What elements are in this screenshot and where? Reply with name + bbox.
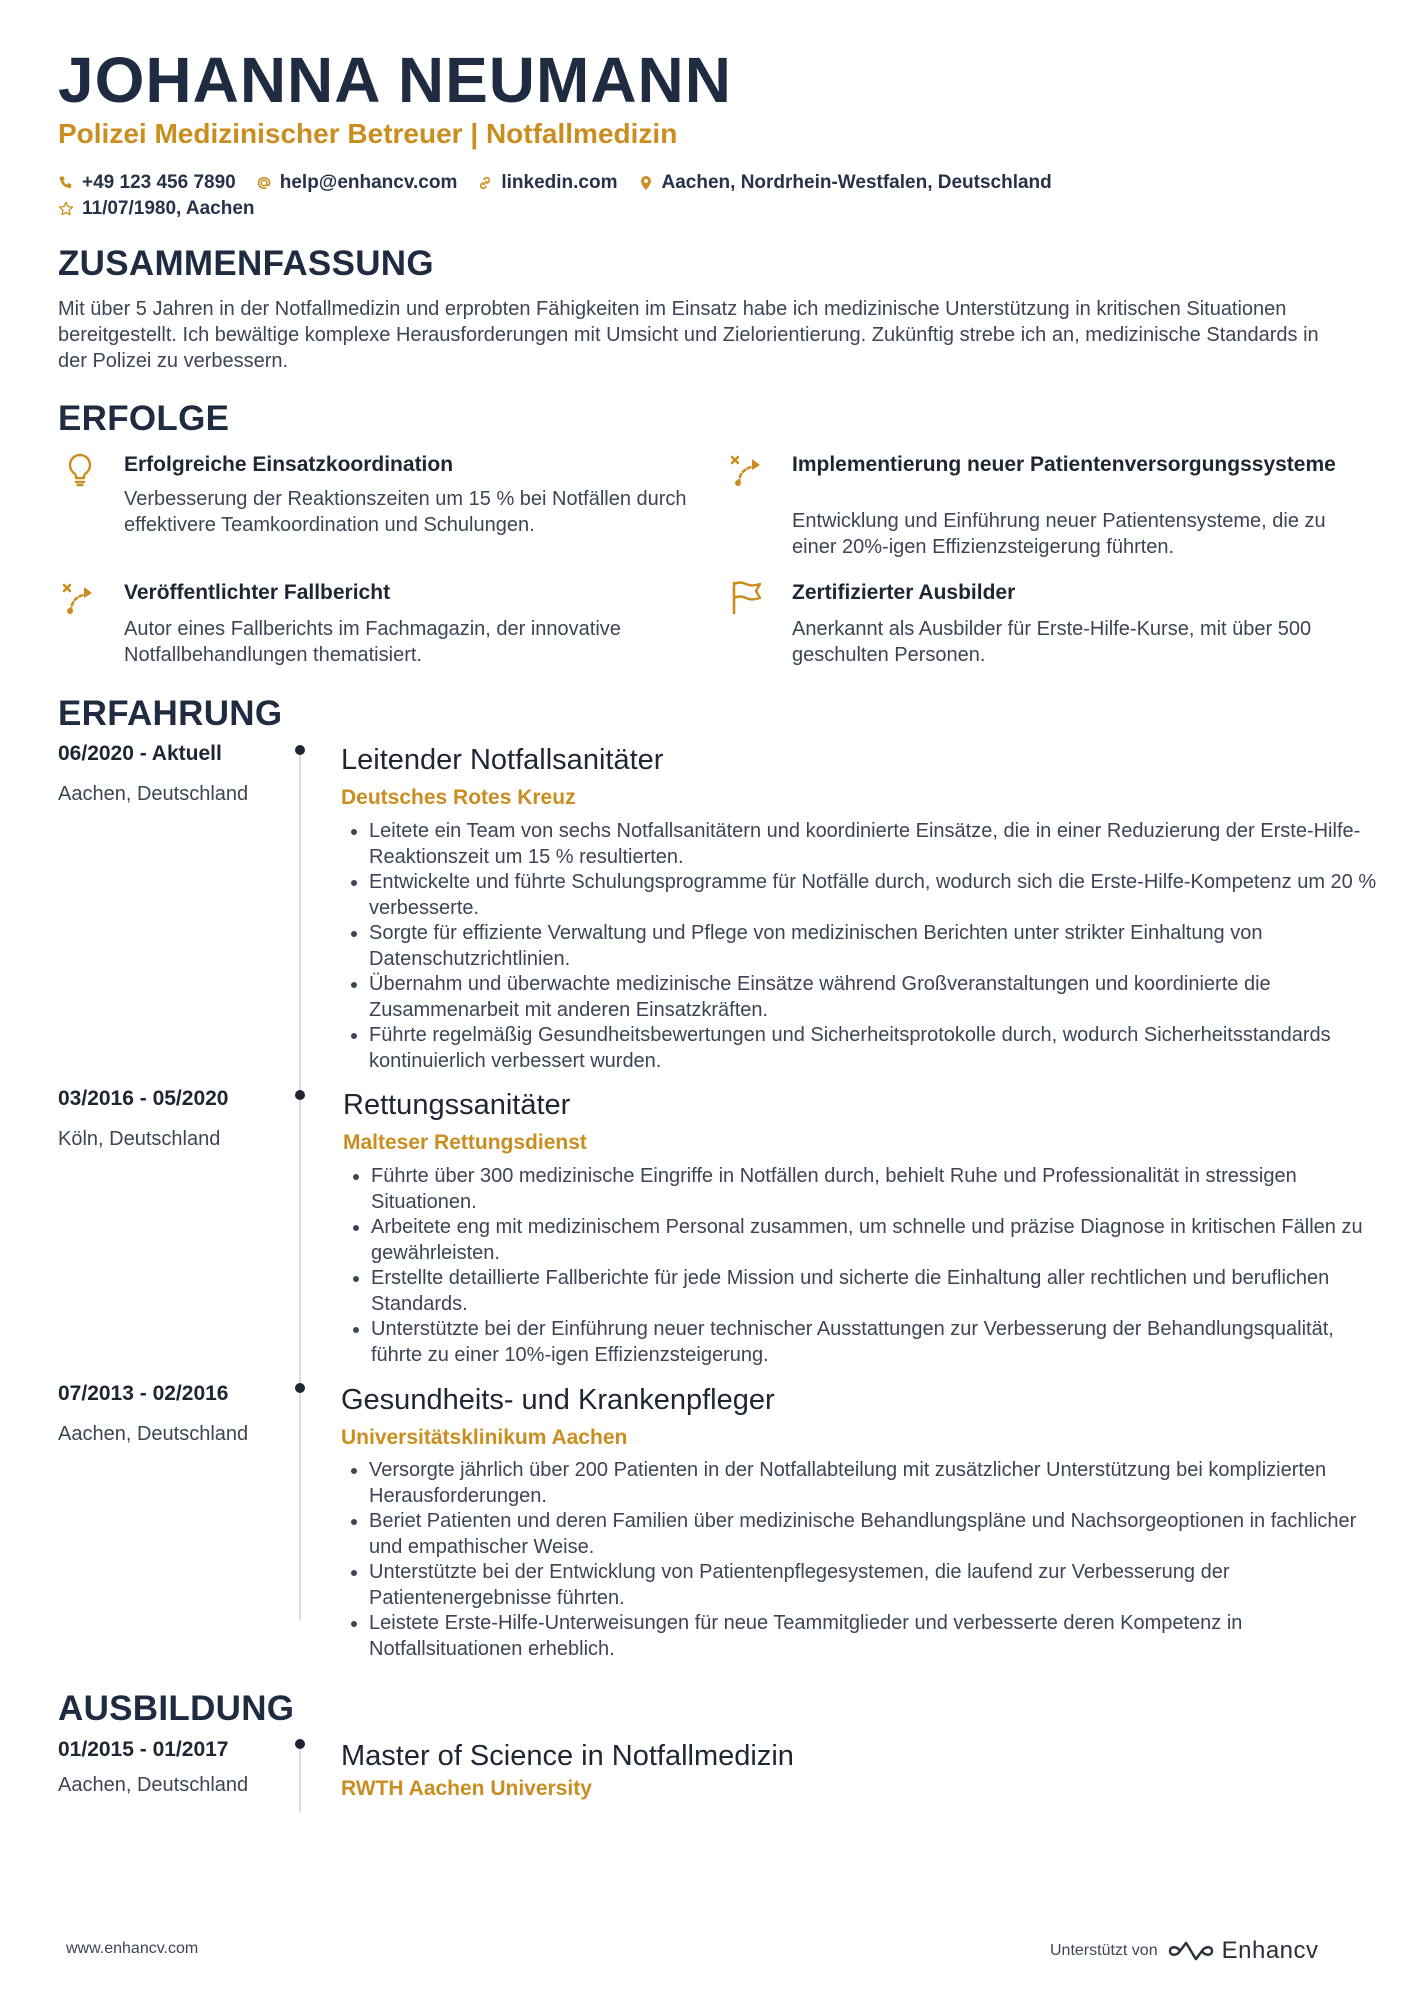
achievement-title: Implementierung neuer Patientenversorgungssysteme bbox=[792, 453, 1336, 476]
job-bullet: • Arbeitete eng mit medizinischem Personal zusammen, um schnelle und präzise Diagnose in kritischen Fällen zu gewährleisten. bbox=[371, 1215, 1379, 1266]
experience-title: ERFAHRUNG bbox=[58, 694, 283, 733]
education-title: AUSBILDUNG bbox=[58, 1689, 295, 1728]
job-company: Universitätsklinikum Aachen bbox=[341, 1426, 628, 1449]
phone-icon bbox=[58, 175, 74, 191]
timeline-dot bbox=[295, 1383, 305, 1393]
timeline-dot bbox=[295, 745, 305, 755]
job-role: Leitender Notfallsanitäter bbox=[341, 744, 664, 776]
email-text: help@enhancv.com bbox=[279, 172, 458, 193]
job-bullets bbox=[345, 1164, 1379, 1368]
job-bullet: • Übernahm und überwachte medizinische Einsätze während Großveranstaltungen und koordinierte die Zusammenarbeit mit anderen Einsatzkräften. bbox=[369, 972, 1379, 1023]
job-bullets bbox=[343, 1458, 1379, 1662]
achievement-desc: Anerkannt als Ausbilder für Erste-Hilfe-Kurse, mit über 500 geschulten Personen. bbox=[792, 618, 1312, 666]
timeline-dot bbox=[295, 1090, 305, 1100]
edu-location: Aachen, Deutschland bbox=[58, 1774, 249, 1796]
summary-text: Mit über 5 Jahren in der Notfallmedizin und erprobten Fähigkeiten im Einsatz habe ich medizinische Unterstützung in kritischen Situationen bereitgestellt. Ich bewältige komplexe Herausforderungen mit Umsicht und Zielorientierung. Zukünftig strebe ich an, medizinische Standards in der Polizei zu verbessern. bbox=[58, 298, 1319, 372]
job-date: 07/2013 - 02/2016 bbox=[58, 1382, 229, 1405]
job-bullet: • Versorgte jährlich über 200 Patienten in der Notfallabteilung mit zusätzlicher Unterstützung bei komplizierten Herausforderungen. bbox=[369, 1458, 1379, 1509]
job-bullet: • Leistete Erste-Hilfe-Unterweisungen für neue Teammitglieder und verbesserte deren Kompetenz in Notfallsituationen erheblich. bbox=[369, 1611, 1379, 1662]
strategy-arrow-icon bbox=[62, 579, 98, 615]
contact-email[interactable] bbox=[256, 170, 458, 196]
job-role: Gesundheits- und Krankenpfleger bbox=[341, 1384, 775, 1416]
edu-school: RWTH Aachen University bbox=[341, 1777, 592, 1800]
location-pin-icon bbox=[638, 175, 654, 191]
footer-powered-by bbox=[1050, 1937, 1319, 1965]
lightbulb-icon bbox=[62, 451, 98, 487]
job-location: Köln, Deutschland bbox=[58, 1128, 221, 1150]
strategy-arrow-icon bbox=[730, 451, 766, 487]
timeline-dot bbox=[295, 1739, 305, 1749]
edu-date: 01/2015 - 01/2017 bbox=[58, 1738, 229, 1761]
link-icon bbox=[477, 175, 493, 191]
achievement-title: Erfolgreiche Einsatzkoordination bbox=[124, 453, 454, 476]
edu-degree: Master of Science in Notfallmedizin bbox=[341, 1740, 794, 1772]
linkedin-text: linkedin.com bbox=[501, 172, 618, 193]
contact-info bbox=[58, 170, 1358, 222]
flag-icon bbox=[730, 579, 766, 615]
summary-title: ZUSAMMENFASSUNG bbox=[58, 244, 434, 283]
contact-phone bbox=[58, 170, 236, 196]
job-bullet: • Leitete ein Team von sechs Notfallsanitätern und koordinierte Einsätze, die in einer Reduzierung der Erste-Hilfe-Reaktionszeit um 15 % resultierten. bbox=[369, 819, 1379, 870]
job-bullets bbox=[343, 819, 1379, 1074]
contact-birth bbox=[58, 196, 255, 222]
achievement-item bbox=[62, 579, 702, 679]
contact-location bbox=[638, 170, 1052, 196]
achievement-title: Veröffentlichter Fallbericht bbox=[124, 581, 391, 604]
powered-by-text: Unterstützt von bbox=[1050, 1942, 1158, 1959]
star-icon bbox=[58, 201, 74, 217]
candidate-name: JOHANNA NEUMANN bbox=[58, 44, 732, 116]
contact-linkedin[interactable] bbox=[477, 170, 617, 196]
job-bullet: • Führte regelmäßig Gesundheitsbewertungen und Sicherheitsprotokolle durch, wodurch Sicherheitsstandards kontinuierlich verbessert wurden. bbox=[369, 1023, 1379, 1074]
job-date: 06/2020 - Aktuell bbox=[58, 742, 222, 765]
location-text: Aachen, Nordrhein-Westfalen, Deutschland bbox=[661, 172, 1052, 193]
job-location: Aachen, Deutschland bbox=[58, 783, 249, 805]
job-bullet: • Entwickelte und führte Schulungsprogramme für Notfälle durch, wodurch sich die Erste-Hilfe-Kompetenz um 20 % verbesserte. bbox=[369, 870, 1379, 921]
enhancv-brand: Enhancv bbox=[1221, 1937, 1319, 1964]
achievement-item bbox=[730, 579, 1370, 679]
job-bullet: • Unterstützte bei der Entwicklung von Patientenpflegesystemen, die laufend zur Verbesserung der Patientenergebnisse führten. bbox=[369, 1560, 1379, 1611]
enhancv-logo[interactable] bbox=[1168, 1937, 1319, 1965]
achievement-item bbox=[730, 451, 1370, 571]
headline: Polizei Medizinischer Betreuer | Notfallmedizin bbox=[58, 118, 678, 149]
achievement-desc: Verbesserung der Reaktionszeiten um 15 % bei Notfällen durch effektivere Teamkoordination und Schulungen. bbox=[124, 488, 687, 536]
footer-url[interactable]: www.enhancv.com bbox=[66, 1940, 199, 1957]
birth-text: 11/07/1980, Aachen bbox=[82, 198, 255, 219]
job-bullet: • Beriet Patienten und deren Familien über medizinische Behandlungspläne und Nachsorgeoptionen in fachlicher und empathischer Weise. bbox=[369, 1509, 1379, 1560]
job-bullet: • Sorgte für effiziente Verwaltung und Pflege von medizinischen Berichten unter strikter Einhaltung von Datenschutzrichtlinien. bbox=[369, 921, 1379, 972]
job-date: 03/2016 - 05/2020 bbox=[58, 1087, 229, 1110]
achievements-title: ERFOLGE bbox=[58, 399, 230, 438]
job-bullet: • Erstellte detaillierte Fallberichte für jede Mission und sicherte die Einhaltung aller rechtlichen und beruflichen Standards. bbox=[371, 1266, 1379, 1317]
timeline-line bbox=[299, 750, 301, 1620]
job-company: Malteser Rettungsdienst bbox=[343, 1131, 587, 1154]
achievement-desc: Autor eines Fallberichts im Fachmagazin, der innovative Notfallbehandlungen thematisiert. bbox=[124, 618, 621, 666]
phone-text: +49 123 456 7890 bbox=[82, 172, 236, 193]
job-role: Rettungssanitäter bbox=[343, 1089, 571, 1121]
enhancv-logo-icon bbox=[1168, 1939, 1214, 1963]
at-icon bbox=[256, 175, 272, 191]
job-bullet: • Unterstützte bei der Einführung neuer technischer Ausstattungen zur Verbesserung der Behandlungsqualität, führte zu einer 10%-igen Effizienzsteigerung. bbox=[371, 1317, 1379, 1368]
job-bullet: • Führte über 300 medizinische Eingriffe in Notfällen durch, behielt Ruhe und Professionalität in stressigen Situationen. bbox=[371, 1164, 1379, 1215]
achievement-item bbox=[62, 451, 702, 551]
job-location: Aachen, Deutschland bbox=[58, 1423, 249, 1445]
achievement-title: Zertifizierter Ausbilder bbox=[792, 581, 1016, 604]
job-company: Deutsches Rotes Kreuz bbox=[341, 786, 576, 809]
achievement-desc: Entwicklung und Einführung neuer Patientensysteme, die zu einer 20%-igen Effizienzsteigerung führten. bbox=[792, 510, 1326, 558]
timeline-line bbox=[299, 1742, 301, 1812]
